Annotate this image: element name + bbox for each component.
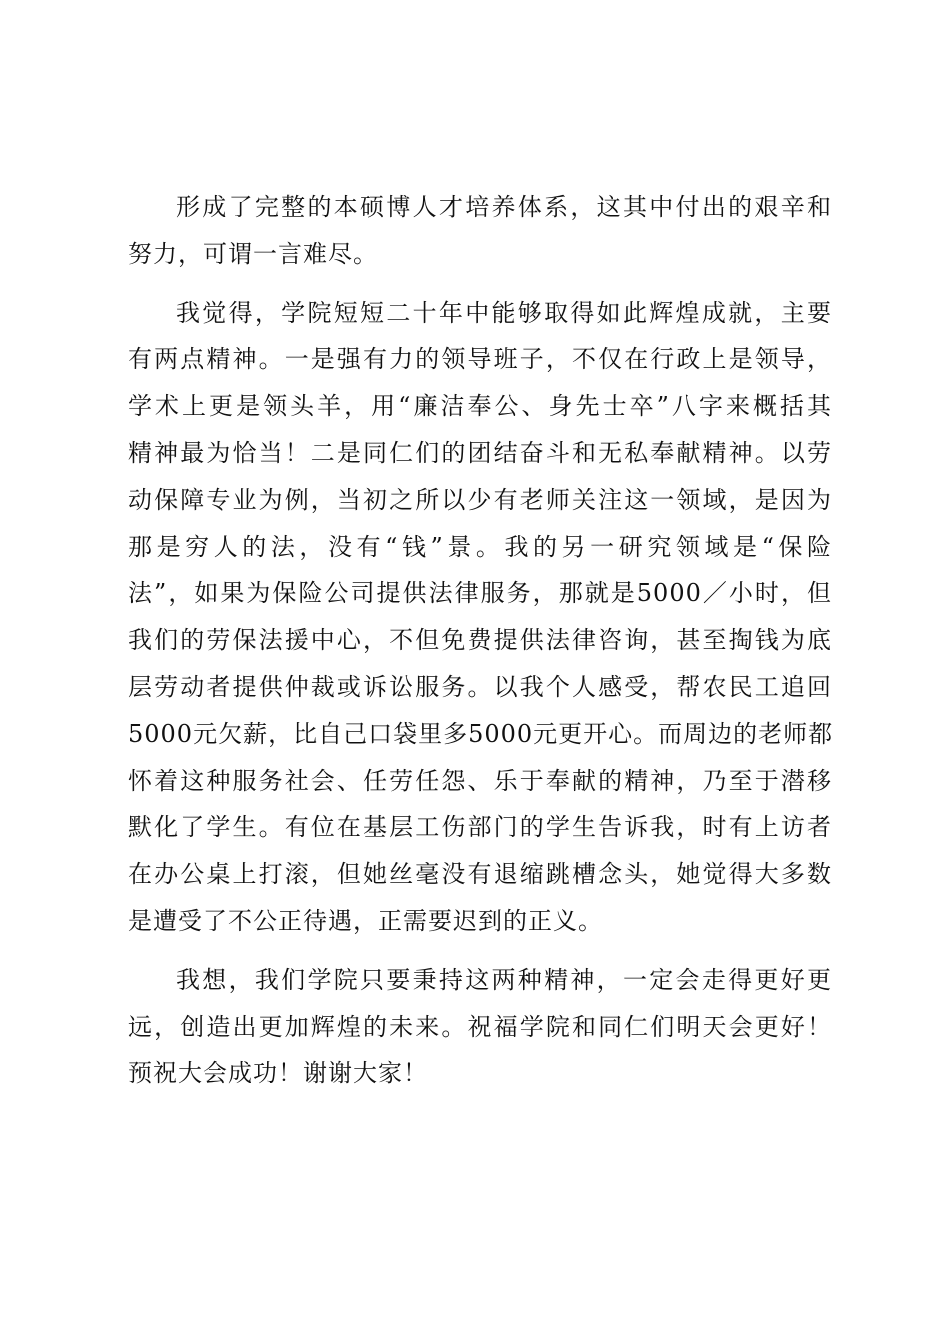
paragraph-spacer <box>128 945 832 957</box>
paragraph-3-line-2: 远，创造出更加辉煌的未来。祝福学院和同仁们明天会更好！ <box>128 1012 832 1041</box>
paragraph-2-line-12: 默化了学生。有位在基层工伤部门的学生告诉我，时有上访者 <box>128 813 832 842</box>
paragraph-spacer <box>128 278 832 290</box>
paragraph-1-line-2: 努力，可谓一言难尽。 <box>128 239 378 268</box>
paragraph-2-line-10: 5000元欠薪，比自己口袋里多5000元更开心。而周边的老师都 <box>128 719 834 748</box>
paragraph-3-line-1: 我想，我们学院只要秉持这两种精神，一定会走得更好更 <box>176 965 832 994</box>
paragraph-2-line-6: 那是穷人的法，没有“钱”景。我的另一研究领域是“保险 <box>128 532 832 561</box>
paragraph-2-line-9: 层劳动者提供仲裁或诉讼服务。以我个人感受，帮农民工追回 <box>128 672 832 701</box>
paragraph-1-line-1: 形成了完整的本硕博人才培养体系，这其中付出的艰辛和 <box>176 193 832 221</box>
paragraph-3-line-3: 预祝大会成功！谢谢大家！ <box>128 1059 428 1088</box>
paragraph-2-line-3: 学术上更是领头羊，用“廉洁奉公、身先士卒”八字来概括其 <box>128 392 832 421</box>
paragraph-2-line-8: 我们的劳保法援中心，不但免费提供法律咨询，甚至掏钱为底 <box>128 626 832 655</box>
paragraph-2-line-1: 我觉得，学院短短二十年中能够取得如此辉煌成就，主要 <box>176 298 832 327</box>
paragraph-2-line-11: 怀着这种服务社会、任劳任怨、乐于奉献的精神，乃至于潜移 <box>128 766 832 795</box>
paragraph-2-line-2: 有两点精神。一是强有力的领导班子，不仅在行政上是领导， <box>128 345 832 374</box>
paragraph-2-line-14: 是遭受了不公正待遇，正需要迟到的正义。 <box>128 906 603 935</box>
paragraph-2-line-13: 在办公桌上打滚，但她丝毫没有退缩跳槽念头，她觉得大多数 <box>128 860 832 889</box>
paragraph-2-line-4: 精神最为恰当！二是同仁们的团结奋斗和无私奉献精神。以劳 <box>128 438 832 467</box>
paragraph-2-line-7: 法”，如果为保险公司提供法律服务，那就是5000／小时，但 <box>128 579 832 608</box>
document-body <box>128 184 832 1097</box>
paragraph-2-line-5: 动保障专业为例，当初之所以少有老师关注这一领域，是因为 <box>128 485 832 514</box>
